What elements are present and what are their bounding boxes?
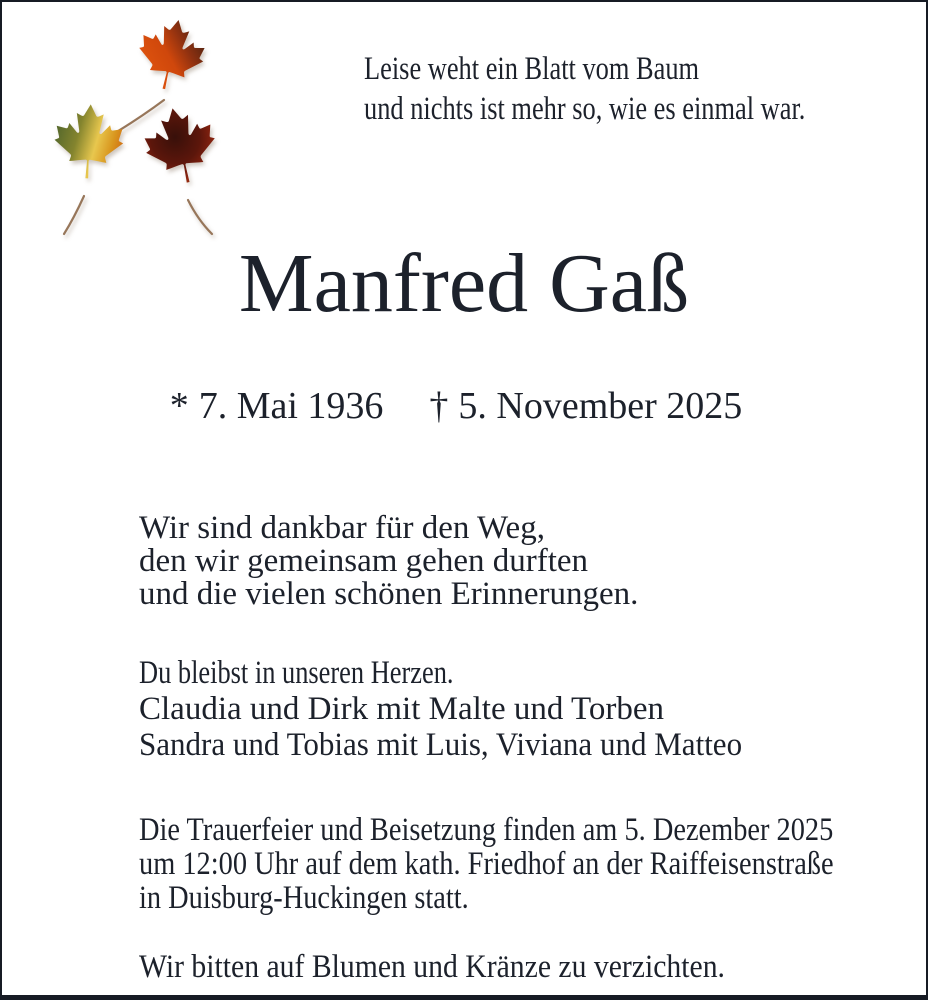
- deceased-name: Manfred Gaß: [238, 237, 690, 330]
- text-line: den wir gemeinsam gehen durften: [139, 543, 589, 579]
- death-symbol: †: [429, 385, 449, 427]
- text-line: in Duisburg-Huckingen statt.: [139, 880, 469, 916]
- family-paragraph: [139, 655, 781, 763]
- text-line: Wir bitten auf Blumen und Kränze zu verzichten.: [139, 949, 725, 985]
- death-date: † 5. November 2025: [429, 385, 743, 427]
- gratitude-paragraph: [139, 512, 638, 611]
- memorial-poem: [364, 49, 916, 129]
- life-dates: [2, 385, 910, 429]
- text-line: und die vielen schönen Erinnerungen.: [139, 576, 639, 612]
- autumn-leaves-image: [12, 6, 252, 246]
- maple-leaf-orange: [132, 13, 211, 95]
- poem-line: Leise weht ein Blatt vom Baum: [364, 51, 700, 87]
- closing-paragraph: [139, 950, 790, 984]
- maple-leaf-green-yellow: [53, 103, 125, 181]
- text-line: um 12:00 Uhr auf dem kath. Friedhof an der Raiffeisenstraße: [139, 846, 834, 882]
- mourner-names: Sandra und Tobias mit Luis, Viviana und Matteo: [139, 727, 743, 763]
- text-line: Du bleibst in unseren Herzen.: [139, 655, 454, 691]
- mourner-names: Claudia und Dirk mit Malte und Torben: [139, 691, 665, 727]
- birth-symbol: *: [169, 385, 189, 427]
- birth-date: * 7. Mai 1936: [169, 385, 384, 427]
- text-line: Wir sind dankbar für den Weg,: [139, 510, 545, 546]
- poem-line: und nichts ist mehr so, wie es einmal war.: [364, 91, 806, 127]
- text-line: Die Trauerfeier und Beisetzung finden am 5. Dezember 2025: [139, 812, 834, 848]
- maple-leaf-dark-red: [138, 101, 222, 190]
- service-info-paragraph: [139, 813, 928, 915]
